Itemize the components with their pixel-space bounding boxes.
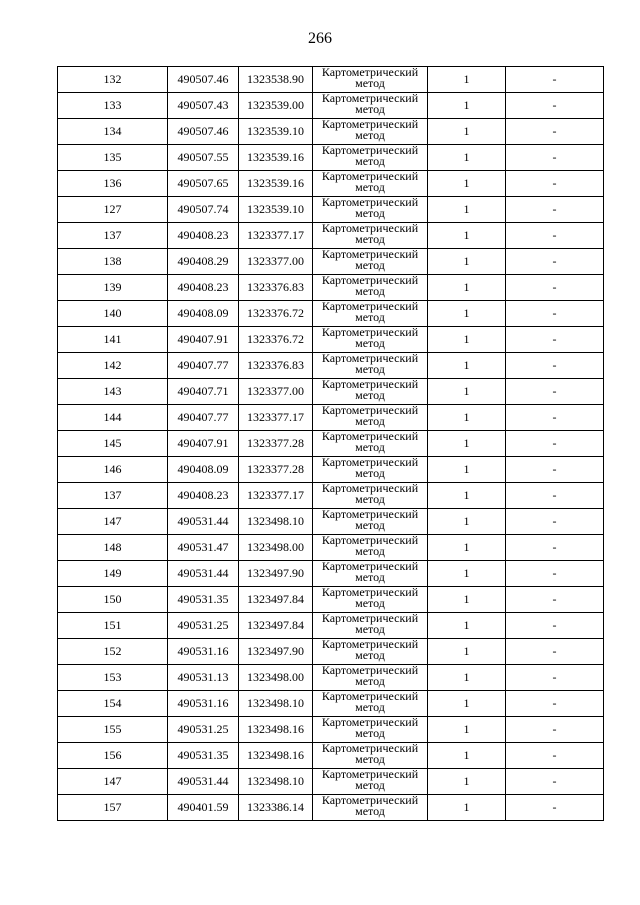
method-cell [313,769,428,795]
method-text: Картометрический метод [321,639,419,662]
table-row [58,145,604,171]
point-number-cell: 127 [58,197,168,223]
point-number-cell: 132 [58,67,168,93]
y-coordinate-cell: 1323498.00 [239,535,313,561]
note-cell: - [506,665,604,691]
accuracy-cell: 1 [428,665,506,691]
point-number-cell: 145 [58,431,168,457]
y-coordinate-cell: 1323377.00 [239,249,313,275]
method-cell [313,379,428,405]
method-cell [313,613,428,639]
x-coordinate-cell: 490531.44 [168,509,239,535]
method-text: Картометрический метод [321,197,419,220]
method-cell [313,197,428,223]
y-coordinate-cell: 1323377.17 [239,483,313,509]
y-coordinate-cell: 1323497.84 [239,613,313,639]
y-coordinate-cell: 1323386.14 [239,795,313,821]
accuracy-cell: 1 [428,613,506,639]
method-cell [313,457,428,483]
method-cell [313,327,428,353]
table-row [58,249,604,275]
method-cell [313,145,428,171]
x-coordinate-cell: 490507.43 [168,93,239,119]
accuracy-cell: 1 [428,431,506,457]
method-cell [313,587,428,613]
coordinates-table-body [58,67,604,821]
accuracy-cell: 1 [428,561,506,587]
note-cell: - [506,379,604,405]
point-number-cell: 144 [58,405,168,431]
x-coordinate-cell: 490408.23 [168,483,239,509]
table-row [58,457,604,483]
y-coordinate-cell: 1323377.00 [239,379,313,405]
method-text: Картометрический метод [321,431,419,454]
method-text: Картометрический метод [321,717,419,740]
x-coordinate-cell: 490531.35 [168,743,239,769]
method-cell [313,561,428,587]
method-cell [313,67,428,93]
point-number-cell: 147 [58,509,168,535]
accuracy-cell: 1 [428,405,506,431]
accuracy-cell: 1 [428,769,506,795]
x-coordinate-cell: 490531.16 [168,691,239,717]
point-number-cell: 139 [58,275,168,301]
x-coordinate-cell: 490408.23 [168,275,239,301]
point-number-cell: 133 [58,93,168,119]
method-text: Картометрический метод [321,223,419,246]
y-coordinate-cell: 1323498.10 [239,769,313,795]
note-cell: - [506,405,604,431]
point-number-cell: 147 [58,769,168,795]
table-row [58,639,604,665]
method-cell [313,93,428,119]
note-cell: - [506,509,604,535]
y-coordinate-cell: 1323539.10 [239,197,313,223]
method-cell [313,431,428,457]
y-coordinate-cell: 1323498.00 [239,665,313,691]
table-row [58,223,604,249]
method-cell [313,717,428,743]
method-text: Картометрический метод [321,353,419,376]
note-cell: - [506,639,604,665]
coordinates-table [57,66,604,821]
x-coordinate-cell: 490507.55 [168,145,239,171]
note-cell: - [506,769,604,795]
method-text: Картометрический метод [321,145,419,168]
point-number-cell: 156 [58,743,168,769]
point-number-cell: 143 [58,379,168,405]
method-cell [313,171,428,197]
y-coordinate-cell: 1323498.10 [239,691,313,717]
table-row [58,665,604,691]
note-cell: - [506,119,604,145]
method-cell [313,119,428,145]
method-cell [313,301,428,327]
method-text: Картометрический метод [321,795,419,818]
note-cell: - [506,613,604,639]
note-cell: - [506,275,604,301]
y-coordinate-cell: 1323497.90 [239,639,313,665]
table-row [58,93,604,119]
point-number-cell: 148 [58,535,168,561]
method-text: Картометрический метод [321,561,419,584]
y-coordinate-cell: 1323498.16 [239,743,313,769]
y-coordinate-cell: 1323376.83 [239,353,313,379]
point-number-cell: 150 [58,587,168,613]
y-coordinate-cell: 1323377.17 [239,405,313,431]
method-cell [313,795,428,821]
note-cell: - [506,717,604,743]
table-row [58,405,604,431]
accuracy-cell: 1 [428,743,506,769]
point-number-cell: 134 [58,119,168,145]
accuracy-cell: 1 [428,197,506,223]
x-coordinate-cell: 490407.71 [168,379,239,405]
table-row [58,67,604,93]
method-text: Картометрический метод [321,67,419,90]
method-text: Картометрический метод [321,275,419,298]
y-coordinate-cell: 1323539.16 [239,171,313,197]
method-text: Картометрический метод [321,613,419,636]
note-cell: - [506,457,604,483]
accuracy-cell: 1 [428,275,506,301]
note-cell: - [506,171,604,197]
table-row [58,587,604,613]
x-coordinate-cell: 490401.59 [168,795,239,821]
point-number-cell: 142 [58,353,168,379]
note-cell: - [506,327,604,353]
note-cell: - [506,587,604,613]
method-text: Картометрический метод [321,457,419,480]
y-coordinate-cell: 1323538.90 [239,67,313,93]
x-coordinate-cell: 490507.46 [168,119,239,145]
method-text: Картометрический метод [321,535,419,558]
table-row [58,717,604,743]
accuracy-cell: 1 [428,119,506,145]
accuracy-cell: 1 [428,223,506,249]
point-number-cell: 141 [58,327,168,353]
x-coordinate-cell: 490408.09 [168,301,239,327]
method-cell [313,691,428,717]
table-row [58,431,604,457]
table-row [58,327,604,353]
method-text: Картометрический метод [321,769,419,792]
accuracy-cell: 1 [428,93,506,119]
x-coordinate-cell: 490407.77 [168,405,239,431]
note-cell: - [506,301,604,327]
accuracy-cell: 1 [428,379,506,405]
method-cell [313,743,428,769]
x-coordinate-cell: 490408.29 [168,249,239,275]
x-coordinate-cell: 490531.35 [168,587,239,613]
point-number-cell: 157 [58,795,168,821]
method-cell [313,639,428,665]
method-text: Картометрический метод [321,405,419,428]
accuracy-cell: 1 [428,717,506,743]
method-cell [313,353,428,379]
note-cell: - [506,93,604,119]
method-cell [313,509,428,535]
accuracy-cell: 1 [428,691,506,717]
note-cell: - [506,561,604,587]
point-number-cell: 155 [58,717,168,743]
point-number-cell: 149 [58,561,168,587]
accuracy-cell: 1 [428,535,506,561]
table-row [58,613,604,639]
y-coordinate-cell: 1323376.72 [239,327,313,353]
point-number-cell: 152 [58,639,168,665]
accuracy-cell: 1 [428,327,506,353]
table-row [58,535,604,561]
x-coordinate-cell: 490507.46 [168,67,239,93]
accuracy-cell: 1 [428,171,506,197]
method-cell [313,275,428,301]
point-number-cell: 137 [58,223,168,249]
method-text: Картометрический метод [321,483,419,506]
note-cell: - [506,197,604,223]
table-row [58,353,604,379]
table-row [58,275,604,301]
table-row [58,561,604,587]
point-number-cell: 140 [58,301,168,327]
table-row [58,197,604,223]
method-cell [313,405,428,431]
accuracy-cell: 1 [428,795,506,821]
note-cell: - [506,483,604,509]
note-cell: - [506,353,604,379]
method-text: Картометрический метод [321,509,419,532]
note-cell: - [506,691,604,717]
table-row [58,509,604,535]
x-coordinate-cell: 490407.91 [168,327,239,353]
x-coordinate-cell: 490531.16 [168,639,239,665]
table-row [58,379,604,405]
x-coordinate-cell: 490507.74 [168,197,239,223]
x-coordinate-cell: 490531.44 [168,769,239,795]
y-coordinate-cell: 1323377.17 [239,223,313,249]
note-cell: - [506,743,604,769]
method-text: Картометрический метод [321,93,419,116]
accuracy-cell: 1 [428,353,506,379]
x-coordinate-cell: 490407.77 [168,353,239,379]
method-cell [313,483,428,509]
x-coordinate-cell: 490407.91 [168,431,239,457]
point-number-cell: 153 [58,665,168,691]
note-cell: - [506,795,604,821]
x-coordinate-cell: 490531.44 [168,561,239,587]
x-coordinate-cell: 490531.47 [168,535,239,561]
method-text: Картометрический метод [321,249,419,272]
accuracy-cell: 1 [428,639,506,665]
point-number-cell: 146 [58,457,168,483]
method-text: Картометрический метод [321,587,419,610]
y-coordinate-cell: 1323539.10 [239,119,313,145]
method-cell [313,665,428,691]
point-number-cell: 151 [58,613,168,639]
accuracy-cell: 1 [428,145,506,171]
y-coordinate-cell: 1323497.84 [239,587,313,613]
accuracy-cell: 1 [428,457,506,483]
point-number-cell: 136 [58,171,168,197]
method-cell [313,223,428,249]
x-coordinate-cell: 490507.65 [168,171,239,197]
point-number-cell: 137 [58,483,168,509]
x-coordinate-cell: 490408.09 [168,457,239,483]
note-cell: - [506,535,604,561]
method-text: Картометрический метод [321,327,419,350]
y-coordinate-cell: 1323498.10 [239,509,313,535]
table-row [58,769,604,795]
accuracy-cell: 1 [428,483,506,509]
y-coordinate-cell: 1323539.00 [239,93,313,119]
accuracy-cell: 1 [428,301,506,327]
method-text: Картометрический метод [321,665,419,688]
point-number-cell: 154 [58,691,168,717]
table-row [58,171,604,197]
note-cell: - [506,249,604,275]
y-coordinate-cell: 1323497.90 [239,561,313,587]
table-row [58,119,604,145]
method-text: Картометрический метод [321,119,419,142]
accuracy-cell: 1 [428,509,506,535]
method-text: Картометрический метод [321,171,419,194]
x-coordinate-cell: 490408.23 [168,223,239,249]
y-coordinate-cell: 1323498.16 [239,717,313,743]
note-cell: - [506,67,604,93]
method-cell [313,535,428,561]
accuracy-cell: 1 [428,587,506,613]
table-row [58,691,604,717]
method-text: Картометрический метод [321,691,419,714]
accuracy-cell: 1 [428,249,506,275]
accuracy-cell: 1 [428,67,506,93]
x-coordinate-cell: 490531.25 [168,717,239,743]
page-number: 266 [308,30,332,47]
point-number-cell: 138 [58,249,168,275]
table-row [58,743,604,769]
note-cell: - [506,223,604,249]
note-cell: - [506,431,604,457]
y-coordinate-cell: 1323377.28 [239,457,313,483]
method-text: Картометрический метод [321,301,419,324]
x-coordinate-cell: 490531.25 [168,613,239,639]
x-coordinate-cell: 490531.13 [168,665,239,691]
point-number-cell: 135 [58,145,168,171]
table-row [58,483,604,509]
table-row [58,795,604,821]
method-text: Картометрический метод [321,379,419,402]
table-row [58,301,604,327]
y-coordinate-cell: 1323376.72 [239,301,313,327]
method-cell [313,249,428,275]
y-coordinate-cell: 1323539.16 [239,145,313,171]
method-text: Картометрический метод [321,743,419,766]
y-coordinate-cell: 1323377.28 [239,431,313,457]
note-cell: - [506,145,604,171]
y-coordinate-cell: 1323376.83 [239,275,313,301]
